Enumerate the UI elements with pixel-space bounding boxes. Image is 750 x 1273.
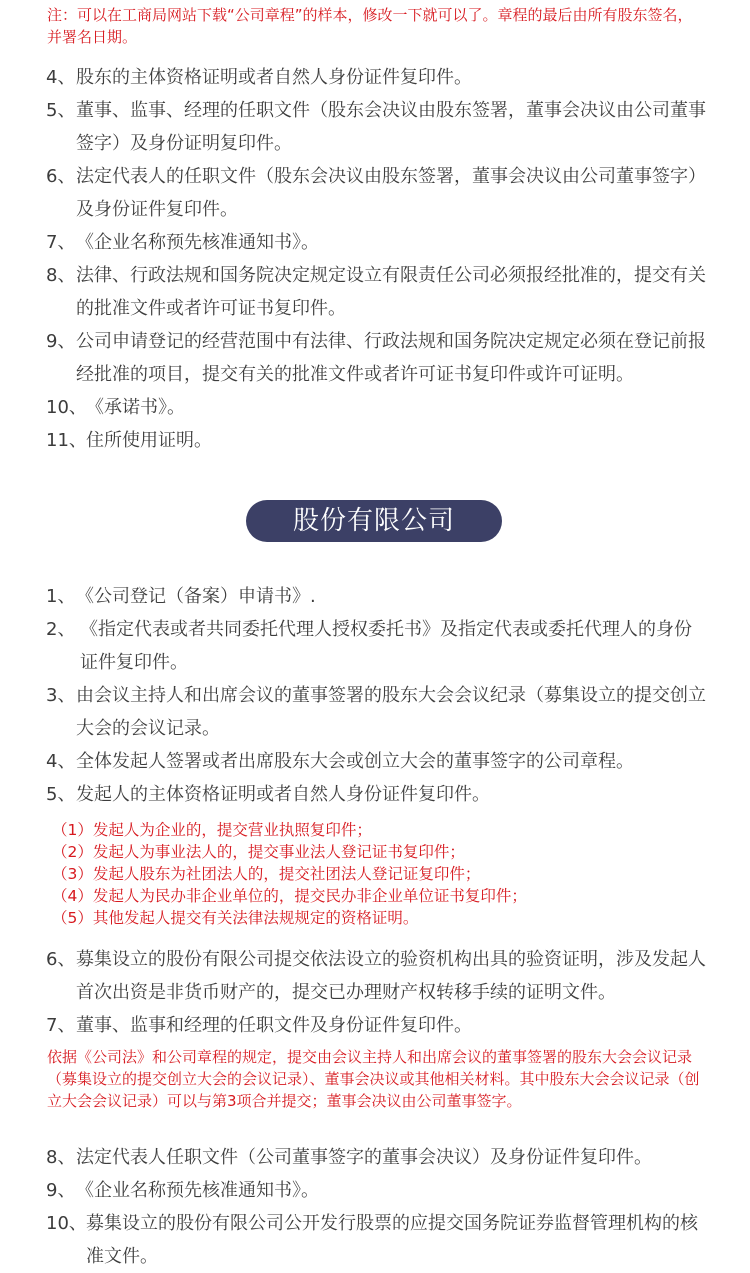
item-text: 《公司登记（备案）申请书》. xyxy=(76,586,316,607)
list-item xyxy=(46,778,708,811)
item-text: 《承诺书》。 xyxy=(86,397,185,418)
note-company-law: 依据《公司法》和公司章程的规定，提交由会议主持人和出席会议的董事签署的股东大会会议记录（募集设立的提交创立大会的会议记录）、董事会决议或其他相关材料。其中股东大会会议记录（创立大会会议记录）可以与第3项合并提交；董事会决议由公司董事签字。 xyxy=(47,1048,700,1110)
item-number: 2、 xyxy=(46,619,76,640)
item-text: 募集设立的股份有限公司公开发行股票的应提交国务院证券监督管理机构的核准文件。 xyxy=(86,1213,698,1267)
item-number: 1、 xyxy=(46,586,76,607)
item-text: 发起人的主体资格证明或者自然人身份证件复印件。 xyxy=(76,784,490,805)
item-number: 7、 xyxy=(46,1015,76,1036)
item-text: 法定代表人的任职文件（股东会决议由股东签署，董事会决议由公司董事签字）及身份证件复印件。 xyxy=(76,166,706,220)
list-item xyxy=(46,1174,708,1207)
item-number: 8、 xyxy=(46,265,76,286)
item-text: 《企业名称预先核准通知书》。 xyxy=(76,1180,319,1201)
list-item xyxy=(46,1207,708,1273)
item-text: 住所使用证明。 xyxy=(86,430,212,451)
list-item xyxy=(46,61,708,94)
item-number: 11、 xyxy=(46,430,87,451)
item-number: 6、 xyxy=(46,166,76,187)
item-number: 10、 xyxy=(46,397,87,418)
list-item xyxy=(46,1141,708,1174)
item-text: 募集设立的股份有限公司提交依法设立的验资机构出具的验资证明，涉及发起人首次出资是非货币财产的，提交已办理财产权转移手续的证明文件。 xyxy=(76,949,706,1003)
item-number: 4、 xyxy=(46,67,76,88)
list-item xyxy=(46,160,708,226)
item-number: 5、 xyxy=(46,100,76,121)
item-text: 董事、监事和经理的任职文件及身份证件复印件。 xyxy=(76,1015,472,1036)
list-item xyxy=(46,943,708,1009)
list-item xyxy=(46,259,708,325)
sub-item: （4）发起人为民办非企业单位的，提交民办非企业单位证书复印件； xyxy=(52,887,527,905)
list-item xyxy=(46,391,708,424)
item-text: 《企业名称预先核准通知书》。 xyxy=(76,232,319,253)
item-number: 7、 xyxy=(46,232,76,253)
sub-item: （5）其他发起人提交有关法律法规规定的资格证明。 xyxy=(52,909,419,927)
item-text: 法律、行政法规和国务院决定规定设立有限责任公司必须报经批准的，提交有关的批准文件或者许可证书复印件。 xyxy=(76,265,706,319)
list-item xyxy=(46,613,708,679)
item-text: 法定代表人任职文件（公司董事签字的董事会决议）及身份证件复印件。 xyxy=(76,1147,652,1168)
item-number: 9、 xyxy=(46,331,76,352)
list-item xyxy=(46,424,708,457)
item-text: 全体发起人签署或者出席股东大会或创立大会的董事签字的公司章程。 xyxy=(76,751,634,772)
list-item xyxy=(46,1009,708,1042)
item-text: 由会议主持人和出席会议的董事签署的股东大会会议纪录（募集设立的提交创立大会的会议记录。 xyxy=(76,685,706,739)
list-item xyxy=(46,679,708,745)
item-text: 公司申请登记的经营范围中有法律、行政法规和国务院决定规定必须在登记前报经批准的项目，提交有关的批准文件或者许可证书复印件或许可证明。 xyxy=(76,331,706,385)
item-number: 9、 xyxy=(46,1180,76,1201)
item-number: 4、 xyxy=(46,751,76,772)
item-number: 5、 xyxy=(46,784,76,805)
list-item xyxy=(46,226,708,259)
list-item xyxy=(46,325,708,391)
item-number: 10、 xyxy=(46,1213,87,1234)
sub-item: （3）发起人股东为社团法人的，提交社团法人登记证复印件； xyxy=(52,865,481,883)
item-text: 董事、监事、经理的任职文件（股东会决议由股东签署，董事会决议由公司董事签字）及身份证明复印件。 xyxy=(76,100,706,154)
item-number: 8、 xyxy=(46,1147,76,1168)
note-articles: 注：可以在工商局网站下载“公司章程”的样本，修改一下就可以了。章程的最后由所有股东签名，并署名日期。 xyxy=(47,6,693,46)
list-item xyxy=(46,745,708,778)
list-item xyxy=(46,94,708,160)
list-item xyxy=(46,580,708,613)
item-number: 6、 xyxy=(46,949,76,970)
sub-item: （2）发起人为事业法人的，提交事业法人登记证书复印件； xyxy=(52,843,465,861)
item-number: 3、 xyxy=(46,685,76,706)
item-text: 股东的主体资格证明或者自然人身份证件复印件。 xyxy=(76,67,472,88)
sub-item: （1）发起人为企业的，提交营业执照复印件； xyxy=(52,821,372,839)
section-banner-joint-stock-company: 股份有限公司 xyxy=(246,500,502,542)
item-text: 《指定代表或者共同委托代理人授权委托书》及指定代表或委托代理人的身份证件复印件。 xyxy=(80,619,692,673)
